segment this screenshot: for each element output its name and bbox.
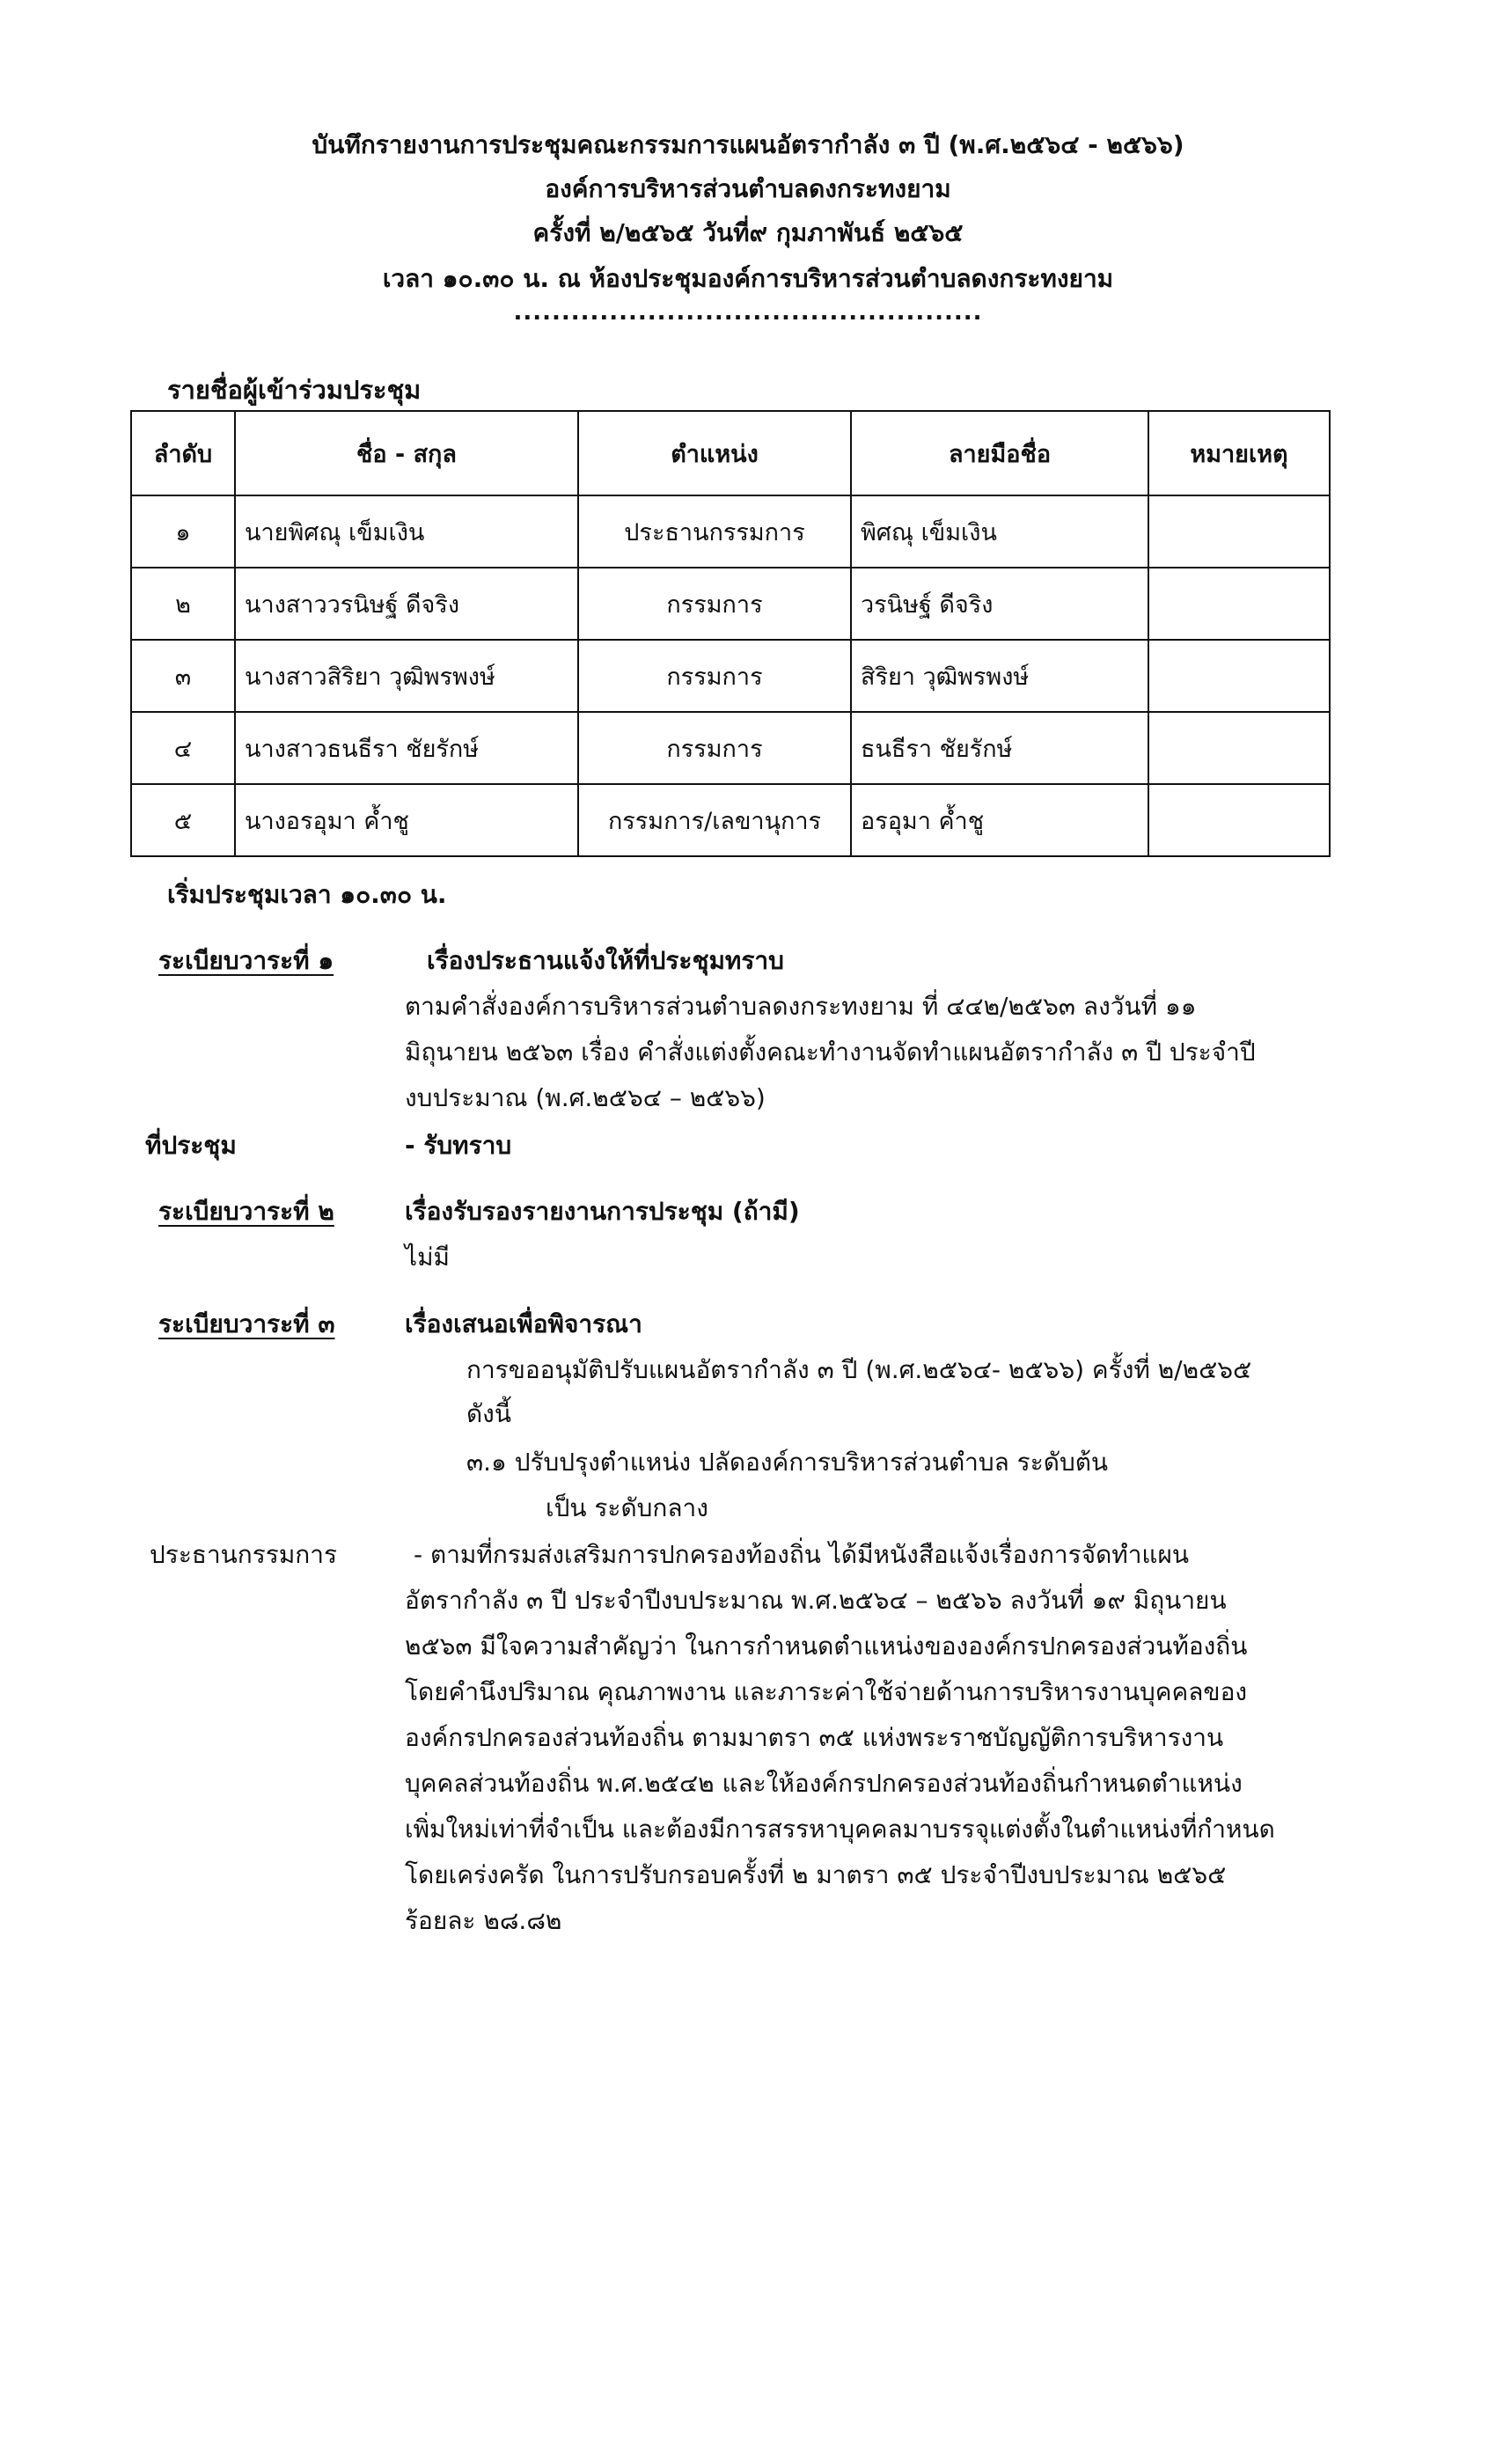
- cell-no: ๔: [131, 712, 235, 784]
- cell-signature: สิริยา วุฒิพรพงษ์: [851, 640, 1148, 712]
- agenda-3-line: ๓.๑ ปรับปรุงตำแหน่ง ปลัดองค์การบริหารส่วนตำบล ระดับต้น: [466, 1448, 1109, 1477]
- chairman-line: โดยเคร่งครัด ในการปรับกรอบครั้งที่ ๒ มาตรา ๓๕ ประจำปีงบประมาณ ๒๕๖๕: [405, 1860, 1227, 1889]
- col-header-name: ชื่อ - สกุล: [235, 411, 578, 495]
- cell-position: กรรมการ: [578, 712, 851, 784]
- cell-name: นางสาวธนธีรา ชัยรักษ์: [235, 712, 578, 784]
- cell-signature: พิศณุ เข็มเงิน: [851, 495, 1148, 568]
- agenda-3-line: ดังนี้: [466, 1399, 511, 1428]
- cell-note: [1148, 712, 1330, 784]
- document-title: บันทึกรายงานการประชุมคณะกรรมการแผนอัตรากำลัง ๓ ปี (พ.ศ.๒๕๖๔ - ๒๕๖๖): [312, 130, 1184, 159]
- chairman-line: โดยคำนึงปริมาณ คุณภาพงาน และภาระค่าใช้จ่ายด้านการบริหารงานบุคคลของ: [405, 1677, 1248, 1706]
- cell-note: [1148, 495, 1330, 568]
- cell-name: นางสาวสิริยา วุฒิพรพงษ์: [235, 640, 578, 712]
- cell-signature: ธนธีรา ชัยรักษ์: [851, 712, 1148, 784]
- cell-no: ๒: [131, 568, 235, 640]
- chairman-line: - ตามที่กรมส่งเสริมการปกครองท้องถิ่น ได้มีหนังสือแจ้งเรื่องการจัดทำแผน: [414, 1540, 1190, 1569]
- col-header-position: ตำแหน่ง: [578, 411, 851, 495]
- meeting-number-date: ครั้งที่ ๒/๒๕๖๕ วันที่๙ กุมภาพันธ์ ๒๕๖๕: [532, 218, 964, 247]
- cell-note: [1148, 784, 1330, 856]
- table-header-row: [131, 411, 1330, 495]
- cell-name: นางอรอุมา ค้ำชู: [235, 784, 578, 856]
- agenda-2-label: ระเบียบวาระที่ ๒: [158, 1197, 334, 1226]
- meeting-resolution: - รับทราบ: [405, 1131, 512, 1160]
- agenda-2-title: เรื่องรับรองรายงานการประชุม (ถ้ามี): [405, 1197, 800, 1226]
- organization-name: องค์การบริหารส่วนตำบลดงกระทงยาม: [545, 174, 951, 203]
- col-header-note: หมายเหตุ: [1148, 411, 1330, 495]
- attendees-table: [130, 410, 1331, 857]
- cell-position: กรรมการ: [578, 568, 851, 640]
- agenda-1-line: งบประมาณ (พ.ศ.๒๕๖๔ – ๒๕๖๖): [405, 1083, 766, 1112]
- table-row: [131, 640, 1330, 712]
- chairman-line: ร้อยละ ๒๘.๘๒: [405, 1906, 562, 1935]
- agenda-3-line: เป็น ระดับกลาง: [546, 1493, 708, 1522]
- chairman-line: ๒๕๖๓ มีใจความสำคัญว่า ในการกำหนดตำแหน่งขององค์กรปกครองส่วนท้องถิ่น: [405, 1632, 1248, 1661]
- agenda-3-label: ระเบียบวาระที่ ๓: [158, 1309, 335, 1338]
- cell-signature: วรนิษฐ์ ดีจริง: [851, 568, 1148, 640]
- agenda-1-line: มิถุนายน ๒๕๖๓ เรื่อง คำสั่งแต่งตั้งคณะทำงานจัดทำแผนอัตรากำลัง ๓ ปี ประจำปี: [405, 1038, 1256, 1067]
- cell-position: กรรมการ/เลขานุการ: [578, 784, 851, 856]
- chairman-label: ประธานกรรมการ: [150, 1540, 338, 1569]
- cell-no: ๑: [131, 495, 235, 568]
- meeting-time-place: เวลา ๑๐.๓๐ น. ณ ห้องประชุมองค์การบริหารส่วนตำบลดงกระทงยาม: [382, 264, 1114, 293]
- cell-position: กรรมการ: [578, 640, 851, 712]
- agenda-1-title: เรื่องประธานแจ้งให้ที่ประชุมทราบ: [427, 946, 784, 975]
- cell-no: ๕: [131, 784, 235, 856]
- cell-name: นายพิศณุ เข็มเงิน: [235, 495, 578, 568]
- separator-dots: .................................................: [513, 299, 983, 326]
- agenda-2-text: ไม่มี: [405, 1243, 450, 1272]
- attendees-title: รายชื่อผู้เข้าร่วมประชุม: [167, 375, 422, 405]
- meeting-label: ที่ประชุม: [145, 1131, 237, 1160]
- cell-position: ประธานกรรมการ: [578, 495, 851, 568]
- cell-name: นางสาววรนิษฐ์ ดีจริง: [235, 568, 578, 640]
- col-header-signature: ลายมือชื่อ: [851, 411, 1148, 495]
- meeting-start-time: เริ่มประชุมเวลา ๑๐.๓๐ น.: [167, 880, 447, 909]
- table-row: [131, 495, 1330, 568]
- cell-signature: อรอุมา ค้ำชู: [851, 784, 1148, 856]
- agenda-3-title: เรื่องเสนอเพื่อพิจารณา: [405, 1309, 642, 1338]
- cell-note: [1148, 640, 1330, 712]
- chairman-line: เพิ่มใหม่เท่าที่จำเป็น และต้องมีการสรรหาบุคคลมาบรรจุแต่งตั้งในตำแหน่งที่กำหนด: [405, 1815, 1275, 1844]
- agenda-1-line: ตามคำสั่งองค์การบริหารส่วนตำบลดงกระทงยาม ที่ ๔๔๒/๒๕๖๓ ลงวันที่ ๑๑: [405, 992, 1197, 1021]
- cell-note: [1148, 568, 1330, 640]
- chairman-line: บุคคลส่วนท้องถิ่น พ.ศ.๒๕๔๒ และให้องค์กรปกครองส่วนท้องถิ่นกำหนดตำแหน่ง: [405, 1769, 1243, 1798]
- table-row: [131, 712, 1330, 784]
- table-row: [131, 568, 1330, 640]
- agenda-1-label: ระเบียบวาระที่ ๑: [158, 946, 334, 975]
- chairman-line: อัตรากำลัง ๓ ปี ประจำปีงบประมาณ พ.ศ.๒๕๖๔ – ๒๕๖๖ ลงวันที่ ๑๙ มิถุนายน: [405, 1586, 1227, 1615]
- table-row: [131, 784, 1330, 856]
- col-header-no: ลำดับ: [131, 411, 235, 495]
- cell-no: ๓: [131, 640, 235, 712]
- agenda-3-line: การขออนุมัติปรับแผนอัตรากำลัง ๓ ปี (พ.ศ.๒๕๖๔- ๒๕๖๖) ครั้งที่ ๒/๒๕๖๕: [466, 1355, 1252, 1384]
- chairman-line: องค์กรปกครองส่วนท้องถิ่น ตามมาตรา ๓๕ แห่งพระราชบัญญัติการบริหารงาน: [405, 1723, 1224, 1752]
